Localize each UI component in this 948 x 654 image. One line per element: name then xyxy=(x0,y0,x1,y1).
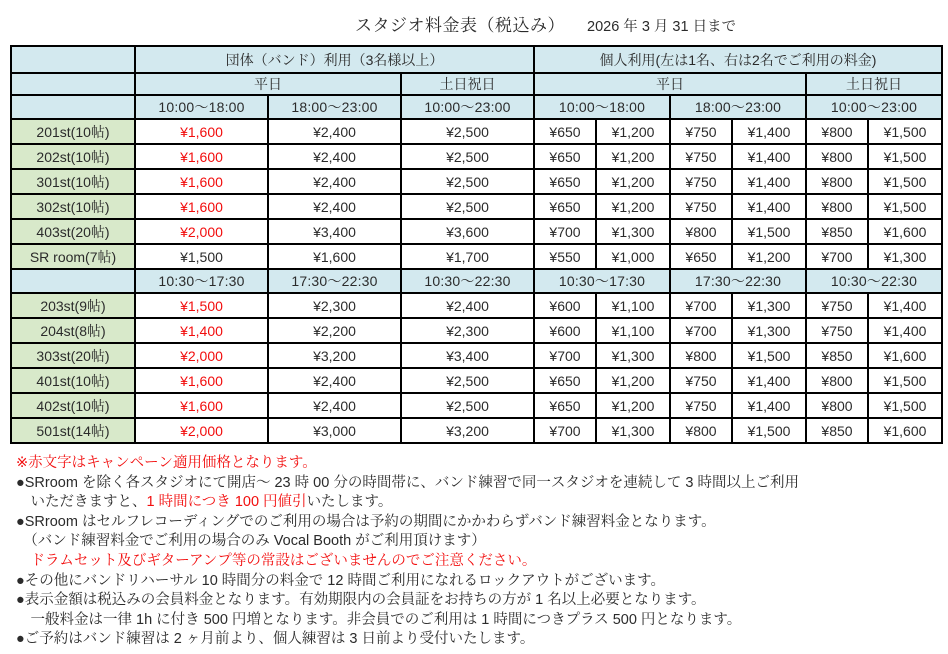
band-weekday-early-price-cell: ¥2,000 xyxy=(135,219,268,244)
individual-1p-weekend-price-cell: ¥750 xyxy=(806,293,868,318)
individual-1p-weekday-early-price-cell: ¥650 xyxy=(534,169,596,194)
individual-2p-weekday-late-price-cell: ¥1,400 xyxy=(732,144,806,169)
band-weekday-early-price-cell: ¥1,600 xyxy=(135,194,268,219)
individual-2p-weekday-late-price-cell: ¥1,400 xyxy=(732,194,806,219)
band-usage-header-cell: 団体（バンド）利用（3名様以上） xyxy=(135,46,534,73)
band-weekday-late-price-cell: ¥2,400 xyxy=(268,194,401,219)
note-text-red: ドラムセット及びギターアンプ等の常設はございませんのでご注意ください。 xyxy=(16,552,537,569)
individual-2p-weekend-price-cell: ¥1,500 xyxy=(868,194,942,219)
valid-until-date: 2026 年 3 月 31 日まで xyxy=(587,19,737,35)
band-weekday-early-price-cell: ¥1,500 xyxy=(135,244,268,269)
note-text: ●SRroom を除く各スタジオにて開店～ 23 時 00 分の時間帯に、バンド練習で同一スタジオを連続して 3 時間以上ご利用 xyxy=(16,474,799,491)
room-price-row xyxy=(11,169,942,194)
room-price-row xyxy=(11,393,942,418)
individual-time-slot-cell: 10:00～18:00 xyxy=(534,95,670,119)
note-text: （バンド練習料金でご利用の場合のみ Vocal Booth がご利用頂けます） xyxy=(16,533,486,550)
band-weekday-header-cell: 平日 xyxy=(135,73,401,95)
individual-2p-weekday-early-price-cell: ¥1,200 xyxy=(596,393,670,418)
individual-1p-weekend-price-cell: ¥850 xyxy=(806,343,868,368)
note-line xyxy=(16,493,948,513)
room-name-cell: SR room(7帖) xyxy=(11,244,135,269)
individual-2p-weekend-price-cell: ¥1,500 xyxy=(868,119,942,144)
note-line xyxy=(16,454,948,474)
individual-2p-weekend-price-cell: ¥1,300 xyxy=(868,244,942,269)
individual-2p-weekend-price-cell: ¥1,500 xyxy=(868,393,942,418)
individual-2p-weekday-late-price-cell: ¥1,200 xyxy=(732,244,806,269)
band-weekend-price-cell: ¥2,400 xyxy=(401,293,534,318)
individual-2p-weekday-early-price-cell: ¥1,100 xyxy=(596,293,670,318)
room-name-cell: 403st(20帖) xyxy=(11,219,135,244)
note-line xyxy=(16,630,948,650)
note-text-red: ※赤文字はキャンペーン適用価格となります。 xyxy=(16,455,317,471)
time-row-corner-cell xyxy=(11,269,135,293)
individual-1p-weekday-early-price-cell: ¥650 xyxy=(534,194,596,219)
individual-1p-weekend-price-cell: ¥800 xyxy=(806,393,868,418)
note-text: いたします。 xyxy=(306,494,393,511)
band-weekday-early-price-cell: ¥1,500 xyxy=(135,293,268,318)
note-text: ●SRroom はセルフレコーディングでのご利用の場合は予約の期間にかかわらずバンド練習料金となります。 xyxy=(16,513,716,530)
note-line xyxy=(16,532,948,552)
individual-2p-weekend-price-cell: ¥1,500 xyxy=(868,169,942,194)
band-weekday-early-price-cell: ¥1,600 xyxy=(135,169,268,194)
band-time-slot-cell: 10:30～22:30 xyxy=(401,269,534,293)
band-weekday-early-price-cell: ¥2,000 xyxy=(135,418,268,443)
individual-1p-weekday-late-price-cell: ¥750 xyxy=(670,119,732,144)
individual-2p-weekend-price-cell: ¥1,600 xyxy=(868,418,942,443)
individual-2p-weekday-early-price-cell: ¥1,200 xyxy=(596,368,670,393)
band-weekend-price-cell: ¥3,400 xyxy=(401,343,534,368)
band-weekday-late-price-cell: ¥2,300 xyxy=(268,293,401,318)
individual-2p-weekday-late-price-cell: ¥1,400 xyxy=(732,169,806,194)
time-slot-header-row xyxy=(11,95,942,119)
individual-1p-weekday-early-price-cell: ¥650 xyxy=(534,144,596,169)
room-name-cell: 402st(10帖) xyxy=(11,393,135,418)
individual-1p-weekend-price-cell: ¥850 xyxy=(806,219,868,244)
band-weekday-early-price-cell: ¥2,000 xyxy=(135,343,268,368)
band-weekday-late-price-cell: ¥2,400 xyxy=(268,368,401,393)
band-weekday-late-price-cell: ¥2,400 xyxy=(268,169,401,194)
individual-1p-weekday-early-price-cell: ¥600 xyxy=(534,318,596,343)
room-name-cell: 303st(20帖) xyxy=(11,343,135,368)
individual-2p-weekend-price-cell: ¥1,600 xyxy=(868,343,942,368)
individual-1p-weekend-price-cell: ¥850 xyxy=(806,418,868,443)
individual-2p-weekday-late-price-cell: ¥1,400 xyxy=(732,368,806,393)
individual-1p-weekday-early-price-cell: ¥650 xyxy=(534,119,596,144)
individual-2p-weekend-price-cell: ¥1,400 xyxy=(868,293,942,318)
individual-1p-weekday-late-price-cell: ¥750 xyxy=(670,144,732,169)
band-weekend-price-cell: ¥3,200 xyxy=(401,418,534,443)
individual-2p-weekend-price-cell: ¥1,500 xyxy=(868,144,942,169)
band-weekday-early-price-cell: ¥1,400 xyxy=(135,318,268,343)
band-weekend-price-cell: ¥2,500 xyxy=(401,119,534,144)
individual-1p-weekday-late-price-cell: ¥700 xyxy=(670,318,732,343)
band-weekend-price-cell: ¥2,500 xyxy=(401,169,534,194)
individual-1p-weekday-early-price-cell: ¥700 xyxy=(534,219,596,244)
individual-time-slot-cell: 17:30～22:30 xyxy=(670,269,806,293)
room-name-cell: 501st(14帖) xyxy=(11,418,135,443)
band-time-slot-cell: 18:00～23:00 xyxy=(268,95,401,119)
individual-2p-weekday-early-price-cell: ¥1,200 xyxy=(596,144,670,169)
individual-2p-weekday-late-price-cell: ¥1,300 xyxy=(732,293,806,318)
individual-1p-weekday-late-price-cell: ¥750 xyxy=(670,194,732,219)
corner-cell xyxy=(11,46,135,73)
note-line xyxy=(16,572,948,592)
individual-2p-weekday-late-price-cell: ¥1,500 xyxy=(732,418,806,443)
room-price-row xyxy=(11,318,942,343)
individual-1p-weekday-early-price-cell: ¥650 xyxy=(534,368,596,393)
individual-weekend-header-cell: 土日祝日 xyxy=(806,73,942,95)
band-time-slot-cell: 17:30～22:30 xyxy=(268,269,401,293)
band-weekend-price-cell: ¥2,500 xyxy=(401,194,534,219)
individual-1p-weekday-early-price-cell: ¥700 xyxy=(534,343,596,368)
room-price-row xyxy=(11,293,942,318)
time-slot-header-row xyxy=(11,269,942,293)
individual-2p-weekday-early-price-cell: ¥1,000 xyxy=(596,244,670,269)
individual-1p-weekend-price-cell: ¥800 xyxy=(806,144,868,169)
footnotes xyxy=(16,454,948,650)
individual-1p-weekday-early-price-cell: ¥600 xyxy=(534,293,596,318)
individual-1p-weekend-price-cell: ¥700 xyxy=(806,244,868,269)
room-price-row xyxy=(11,194,942,219)
individual-1p-weekday-late-price-cell: ¥750 xyxy=(670,393,732,418)
note-text-red: 1 時間につき 100 円値引 xyxy=(146,494,307,511)
room-price-row xyxy=(11,119,942,144)
band-weekend-price-cell: ¥2,500 xyxy=(401,393,534,418)
band-weekend-price-cell: ¥3,600 xyxy=(401,219,534,244)
note-text: ●ご予約はバンド練習は 2 ヶ月前より、個人練習は 3 日前より受付いたします。 xyxy=(16,631,535,648)
room-price-row xyxy=(11,343,942,368)
band-weekend-price-cell: ¥1,700 xyxy=(401,244,534,269)
room-price-row xyxy=(11,144,942,169)
individual-2p-weekday-early-price-cell: ¥1,200 xyxy=(596,119,670,144)
band-weekday-late-price-cell: ¥2,400 xyxy=(268,144,401,169)
page-title xyxy=(355,11,948,36)
note-text: 一般料金は一律 1h に付き 500 円増となります。非会員でのご利用は 1 時間につきプラス 500 円となります。 xyxy=(16,611,742,628)
individual-2p-weekend-price-cell: ¥1,400 xyxy=(868,318,942,343)
individual-1p-weekend-price-cell: ¥750 xyxy=(806,318,868,343)
note-text: ●表示金額は税込みの会員料金となります。有効期限内の会員証をお持ちの方が 1 名以上必要となります。 xyxy=(16,592,706,609)
individual-time-slot-cell: 10:30～17:30 xyxy=(534,269,670,293)
individual-usage-header-cell: 個人利用(左は1名、右は2名でご利用の料金) xyxy=(534,46,942,73)
individual-time-slot-cell: 18:00～23:00 xyxy=(670,95,806,119)
individual-2p-weekend-price-cell: ¥1,600 xyxy=(868,219,942,244)
individual-1p-weekday-late-price-cell: ¥650 xyxy=(670,244,732,269)
individual-1p-weekend-price-cell: ¥800 xyxy=(806,368,868,393)
band-weekday-late-price-cell: ¥2,400 xyxy=(268,119,401,144)
individual-2p-weekday-early-price-cell: ¥1,300 xyxy=(596,418,670,443)
band-weekday-early-price-cell: ¥1,600 xyxy=(135,119,268,144)
room-name-cell: 301st(10帖) xyxy=(11,169,135,194)
band-weekday-late-price-cell: ¥2,200 xyxy=(268,318,401,343)
individual-2p-weekday-late-price-cell: ¥1,400 xyxy=(732,119,806,144)
band-weekday-early-price-cell: ¥1,600 xyxy=(135,393,268,418)
individual-1p-weekday-early-price-cell: ¥700 xyxy=(534,418,596,443)
individual-time-slot-cell: 10:30～22:30 xyxy=(806,269,942,293)
room-name-cell: 204st(8帖) xyxy=(11,318,135,343)
individual-2p-weekday-early-price-cell: ¥1,200 xyxy=(596,169,670,194)
individual-1p-weekend-price-cell: ¥800 xyxy=(806,119,868,144)
corner-cell xyxy=(11,73,135,95)
individual-time-slot-cell: 10:00～23:00 xyxy=(806,95,942,119)
individual-1p-weekend-price-cell: ¥800 xyxy=(806,169,868,194)
note-line xyxy=(16,474,948,494)
band-weekday-early-price-cell: ¥1,600 xyxy=(135,368,268,393)
individual-1p-weekday-early-price-cell: ¥650 xyxy=(534,393,596,418)
usage-type-header-row xyxy=(11,46,942,73)
band-weekend-price-cell: ¥2,300 xyxy=(401,318,534,343)
note-line xyxy=(16,591,948,611)
note-text: いただきますと、 xyxy=(16,494,147,511)
time-row-corner-cell xyxy=(11,95,135,119)
band-weekday-late-price-cell: ¥3,400 xyxy=(268,219,401,244)
band-weekday-late-price-cell: ¥2,400 xyxy=(268,393,401,418)
band-weekend-price-cell: ¥2,500 xyxy=(401,368,534,393)
room-price-row xyxy=(11,418,942,443)
individual-2p-weekday-early-price-cell: ¥1,200 xyxy=(596,194,670,219)
individual-2p-weekday-late-price-cell: ¥1,500 xyxy=(732,219,806,244)
individual-2p-weekday-early-price-cell: ¥1,300 xyxy=(596,219,670,244)
note-line xyxy=(16,611,948,631)
individual-weekday-header-cell: 平日 xyxy=(534,73,806,95)
band-time-slot-cell: 10:30～17:30 xyxy=(135,269,268,293)
room-price-row xyxy=(11,368,942,393)
individual-2p-weekday-early-price-cell: ¥1,100 xyxy=(596,318,670,343)
individual-2p-weekday-late-price-cell: ¥1,500 xyxy=(732,343,806,368)
room-name-cell: 202st(10帖) xyxy=(11,144,135,169)
note-text: ●その他にバンドリハーサル 10 時間分の料金で 12 時間ご利用になれるロックアウトがございます。 xyxy=(16,572,666,589)
individual-1p-weekday-late-price-cell: ¥750 xyxy=(670,368,732,393)
room-name-cell: 203st(9帖) xyxy=(11,293,135,318)
room-name-cell: 302st(10帖) xyxy=(11,194,135,219)
individual-1p-weekday-late-price-cell: ¥800 xyxy=(670,219,732,244)
studio-price-table xyxy=(10,45,943,444)
room-name-cell: 401st(10帖) xyxy=(11,368,135,393)
individual-1p-weekday-early-price-cell: ¥550 xyxy=(534,244,596,269)
individual-1p-weekday-late-price-cell: ¥750 xyxy=(670,169,732,194)
individual-1p-weekend-price-cell: ¥800 xyxy=(806,194,868,219)
band-weekday-late-price-cell: ¥1,600 xyxy=(268,244,401,269)
individual-2p-weekend-price-cell: ¥1,500 xyxy=(868,368,942,393)
room-price-row xyxy=(11,244,942,269)
band-time-slot-cell: 10:00～18:00 xyxy=(135,95,268,119)
note-line xyxy=(16,552,948,572)
individual-1p-weekday-late-price-cell: ¥800 xyxy=(670,343,732,368)
band-weekday-late-price-cell: ¥3,000 xyxy=(268,418,401,443)
individual-1p-weekday-late-price-cell: ¥800 xyxy=(670,418,732,443)
room-name-cell: 201st(10帖) xyxy=(11,119,135,144)
band-weekend-price-cell: ¥2,500 xyxy=(401,144,534,169)
individual-1p-weekday-late-price-cell: ¥700 xyxy=(670,293,732,318)
individual-2p-weekday-late-price-cell: ¥1,300 xyxy=(732,318,806,343)
individual-2p-weekday-early-price-cell: ¥1,300 xyxy=(596,343,670,368)
band-weekday-late-price-cell: ¥3,200 xyxy=(268,343,401,368)
band-time-slot-cell: 10:00～23:00 xyxy=(401,95,534,119)
individual-2p-weekday-late-price-cell: ¥1,400 xyxy=(732,393,806,418)
title-text: スタジオ料金表（税込み） xyxy=(355,16,565,35)
band-weekday-early-price-cell: ¥1,600 xyxy=(135,144,268,169)
day-type-header-row xyxy=(11,73,942,95)
room-price-row xyxy=(11,219,942,244)
band-weekend-header-cell: 土日祝日 xyxy=(401,73,534,95)
note-line xyxy=(16,513,948,533)
